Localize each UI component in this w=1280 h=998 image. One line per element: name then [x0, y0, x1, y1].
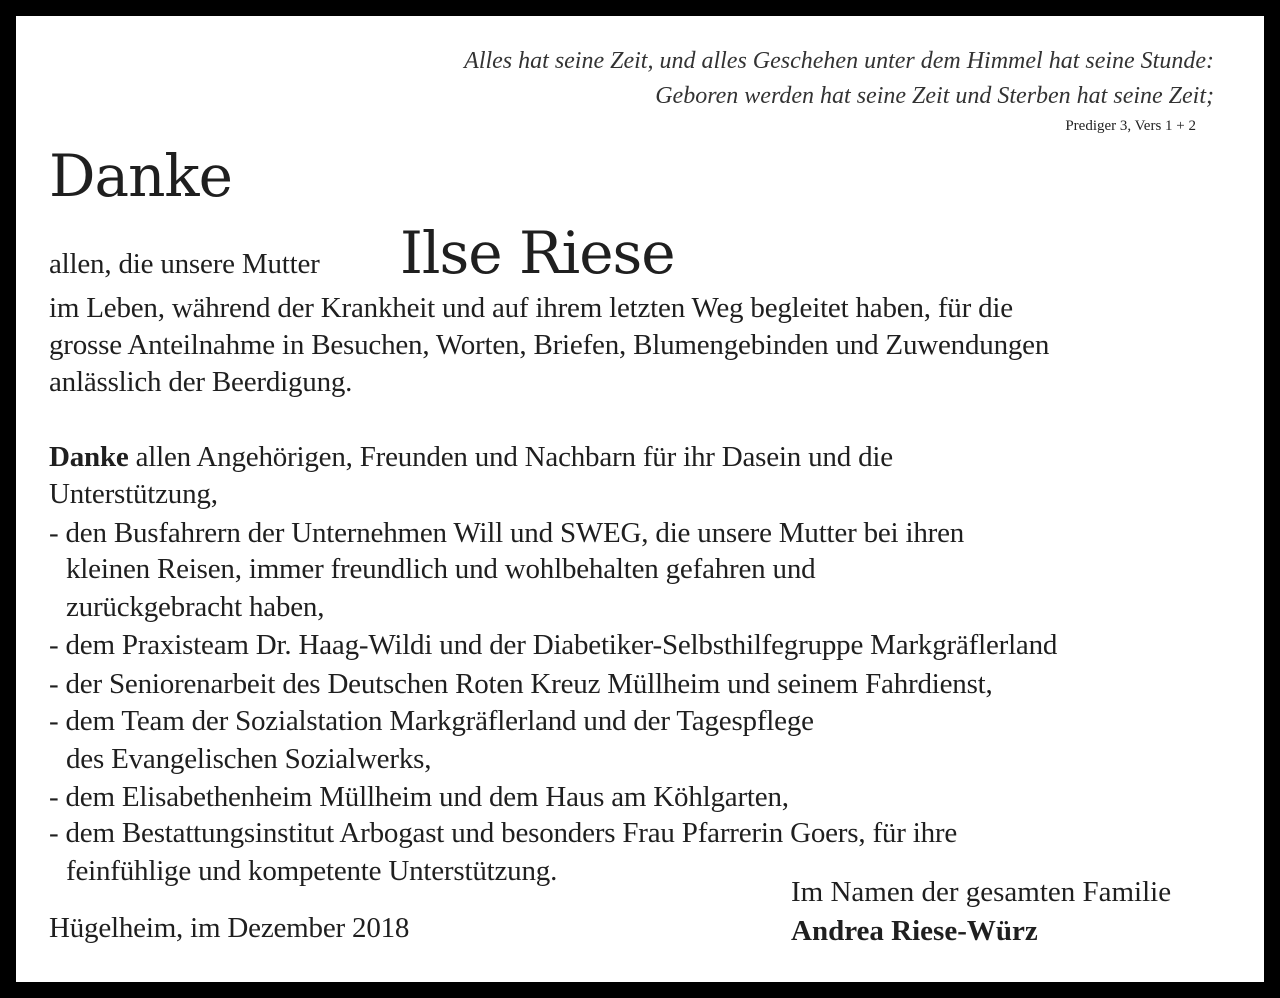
thanks-line — [49, 441, 893, 474]
bible-quote-line-1: Alles hat seine Zeit, und alles Geschehen unter dem Himmel hat seine Stunde: — [464, 48, 1214, 74]
list-item-continuation: des Evangelischen Sozialwerks, — [66, 743, 432, 775]
thanks-rest: allen Angehörigen, Freunden und Nachbarn für ihr Dasein und die — [128, 441, 893, 473]
thanks-bold: Danke — [49, 441, 129, 473]
deceased-name: Ilse Riese — [400, 219, 675, 287]
paragraph-line: anlässlich der Beerdigung. — [49, 366, 353, 398]
list-item-continuation: zurückgebracht haben, — [66, 591, 325, 623]
list-item: - dem Bestattungsinstitut Arbogast und besonders Frau Pfarrerin Goers, für ihre — [49, 817, 957, 849]
obituary-notice — [16, 16, 1264, 982]
list-item: - den Busfahrern der Unternehmen Will und SWEG, die unsere Mutter bei ihren — [49, 517, 965, 549]
bible-quote-line-2: Geboren werden hat seine Zeit und Sterben hat seine Zeit; — [655, 83, 1214, 109]
bible-reference: Prediger 3, Vers 1 + 2 — [1065, 118, 1196, 134]
page-title: Danke — [49, 142, 232, 210]
list-item: - dem Praxisteam Dr. Haag-Wildi und der Diabetiker-Selbsthilfegruppe Markgräflerland — [49, 629, 1058, 661]
intro-prefix: allen, die unsere Mutter — [49, 248, 320, 280]
thanks-line-2: Unterstützung, — [49, 478, 218, 510]
signature-name: Andrea Riese-Würz — [791, 915, 1038, 947]
signature-intro: Im Namen der gesamten Familie — [791, 876, 1172, 908]
list-item: - dem Elisabethenheim Müllheim und dem Haus am Köhlgarten, — [49, 781, 789, 813]
place-date: Hügelheim, im Dezember 2018 — [49, 912, 410, 944]
list-item-continuation: kleinen Reisen, immer freundlich und wohlbehalten gefahren und — [66, 553, 816, 585]
list-item-continuation: feinfühlige und kompetente Unterstützung. — [66, 855, 558, 887]
paragraph-line: grosse Anteilnahme in Besuchen, Worten, Briefen, Blumengebinden und Zuwendungen — [49, 329, 1050, 361]
list-item: - dem Team der Sozialstation Markgräflerland und der Tagespflege — [49, 705, 814, 737]
paragraph-line: im Leben, während der Krankheit und auf ihrem letzten Weg begleitet haben, für die — [49, 292, 1013, 324]
list-item: - der Seniorenarbeit des Deutschen Roten Kreuz Müllheim und seinem Fahrdienst, — [49, 668, 993, 700]
